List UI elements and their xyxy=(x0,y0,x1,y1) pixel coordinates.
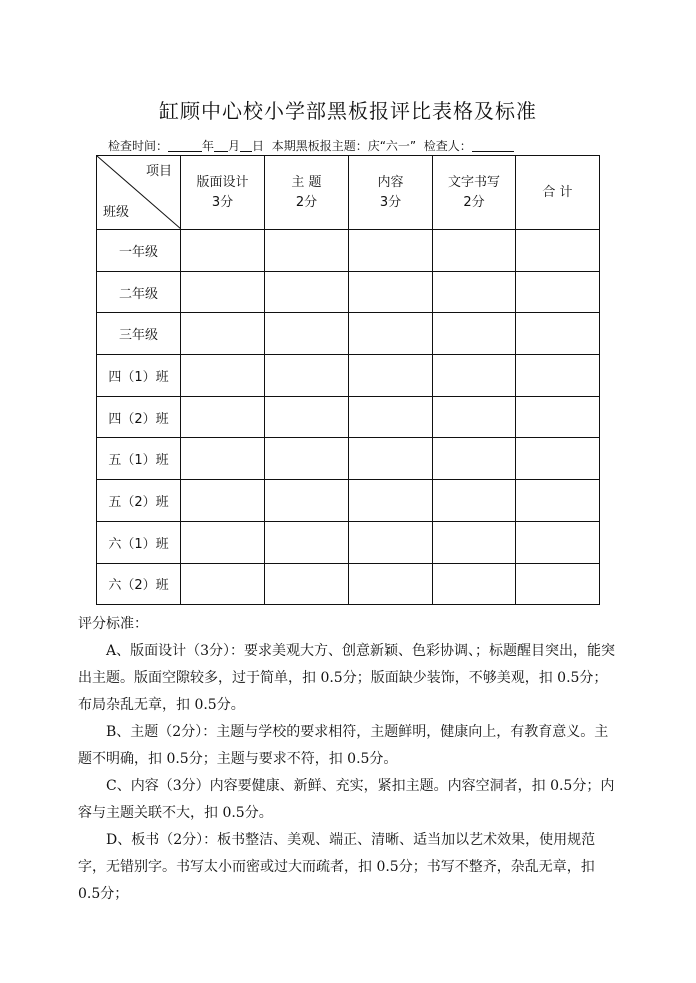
score-cell[interactable] xyxy=(433,521,516,563)
score-cell[interactable] xyxy=(516,230,600,272)
column-header xyxy=(265,156,349,230)
row-class-label: 五（2）班 xyxy=(97,480,181,522)
score-cell[interactable] xyxy=(349,521,433,563)
table-row xyxy=(97,271,600,313)
score-cell[interactable] xyxy=(349,230,433,272)
table-row xyxy=(97,355,600,397)
score-cell[interactable] xyxy=(433,313,516,355)
scoring-criteria xyxy=(78,611,618,908)
year-label: 年 xyxy=(202,139,215,153)
row-class-label: 四（1）班 xyxy=(97,355,181,397)
score-cell[interactable] xyxy=(433,438,516,480)
column-header xyxy=(181,156,265,230)
score-cell[interactable] xyxy=(516,563,600,605)
column-name: 内容 xyxy=(377,174,404,190)
score-cell[interactable] xyxy=(181,521,265,563)
table-row xyxy=(97,396,600,438)
table-row xyxy=(97,563,600,605)
inspector-blank xyxy=(472,139,514,152)
check-time-label: 检查时间： xyxy=(108,139,169,153)
score-cell[interactable] xyxy=(516,396,600,438)
score-cell[interactable] xyxy=(516,438,600,480)
score-cell[interactable] xyxy=(516,521,600,563)
row-class-label: 六（2）班 xyxy=(97,563,181,605)
score-table xyxy=(96,155,600,605)
corner-class-label: 班级 xyxy=(103,205,130,220)
column-points: 2分 xyxy=(295,194,318,210)
column-header xyxy=(433,156,516,230)
table-row xyxy=(97,521,600,563)
score-cell[interactable] xyxy=(265,438,349,480)
corner-item-label: 项目 xyxy=(145,164,172,179)
score-cell[interactable] xyxy=(265,313,349,355)
criteria-item-theme: B、主题（2分）：主题与学校的要求相符，主题鲜明，健康向上，有教育意义。主题不明确，扣 0.5分；主题与要求不符，扣 0.5分。 xyxy=(78,724,609,767)
score-cell[interactable] xyxy=(181,230,265,272)
check-info-line xyxy=(108,137,514,154)
score-cell[interactable] xyxy=(181,438,265,480)
score-cell[interactable] xyxy=(516,355,600,397)
score-cell[interactable] xyxy=(265,480,349,522)
score-cell[interactable] xyxy=(349,480,433,522)
score-cell[interactable] xyxy=(349,563,433,605)
score-cell[interactable] xyxy=(433,271,516,313)
header-corner-cell xyxy=(97,156,181,230)
row-class-label: 六（1）班 xyxy=(97,521,181,563)
row-class-label: 五（1）班 xyxy=(97,438,181,480)
score-cell[interactable] xyxy=(433,563,516,605)
column-points: 2分 xyxy=(463,194,485,210)
score-cell[interactable] xyxy=(265,230,349,272)
column-points: 3分 xyxy=(211,194,234,210)
score-cell[interactable] xyxy=(516,271,600,313)
score-cell[interactable] xyxy=(516,480,600,522)
day-blank xyxy=(240,139,252,152)
column-name: 版面设计 xyxy=(196,174,249,190)
score-cell[interactable] xyxy=(433,396,516,438)
year-blank xyxy=(168,139,202,152)
score-cell[interactable] xyxy=(265,396,349,438)
criteria-item-layout: A、版面设计（3分）：要求美观大方、创意新颖、色彩协调、；标题醒目突出，能突出主题。版面空隙较多，过于简单，扣 0.5分；版面缺少装饰，不够美观，扣 0.5分；布局杂乱无章，扣 0.5分。 xyxy=(78,643,616,713)
day-label: 日 xyxy=(252,139,265,153)
page-title: 缸顾中心校小学部黑板报评比表格及标准 xyxy=(159,99,537,123)
row-class-label: 三年级 xyxy=(97,313,181,355)
score-cell[interactable] xyxy=(265,271,349,313)
column-header xyxy=(516,156,600,230)
score-cell[interactable] xyxy=(349,271,433,313)
score-cell[interactable] xyxy=(181,271,265,313)
score-cell[interactable] xyxy=(265,563,349,605)
month-blank xyxy=(214,139,228,152)
column-points: 3分 xyxy=(379,194,402,210)
score-cell[interactable] xyxy=(181,355,265,397)
score-cell[interactable] xyxy=(349,438,433,480)
criteria-item-content: C、内容（3分）内容要健康、新鲜、充实，紧扣主题。内容空洞者，扣 0.5分；内容与主题关联不大，扣 0.5分。 xyxy=(78,778,615,821)
score-cell[interactable] xyxy=(349,355,433,397)
table-header-row xyxy=(97,156,600,230)
month-label: 月 xyxy=(228,139,241,153)
score-cell[interactable] xyxy=(265,355,349,397)
score-cell[interactable] xyxy=(181,480,265,522)
column-name-total: 合 计 xyxy=(542,184,573,200)
table-row xyxy=(97,230,600,272)
score-cell[interactable] xyxy=(516,313,600,355)
score-cell[interactable] xyxy=(265,521,349,563)
score-cell[interactable] xyxy=(349,396,433,438)
column-name: 主 题 xyxy=(291,174,322,190)
criteria-item-writing: D、板书（2分）：板书整洁、美观、端正、清晰、适当加以艺术效果，使用规范字，无错别字。书写太小而密或过大而疏者，扣 0.5分；书写不整齐，杂乱无章，扣 0.5分； xyxy=(78,832,596,902)
table-row xyxy=(97,313,600,355)
score-cell[interactable] xyxy=(349,313,433,355)
table-row xyxy=(97,480,600,522)
row-class-label: 二年级 xyxy=(97,271,181,313)
row-class-label: 四（2）班 xyxy=(97,396,181,438)
column-header xyxy=(349,156,433,230)
row-class-label: 一年级 xyxy=(97,230,181,272)
column-name: 文字书写 xyxy=(447,174,500,190)
score-cell[interactable] xyxy=(433,230,516,272)
score-cell[interactable] xyxy=(433,480,516,522)
score-cell[interactable] xyxy=(433,355,516,397)
score-cell[interactable] xyxy=(181,313,265,355)
inspector-label: 检查人： xyxy=(423,139,472,153)
theme-label: 本期黑板报主题：庆“六一” xyxy=(271,139,417,153)
table-row xyxy=(97,438,600,480)
score-cell[interactable] xyxy=(181,563,265,605)
score-cell[interactable] xyxy=(181,396,265,438)
criteria-heading: 评分标准： xyxy=(78,616,148,632)
